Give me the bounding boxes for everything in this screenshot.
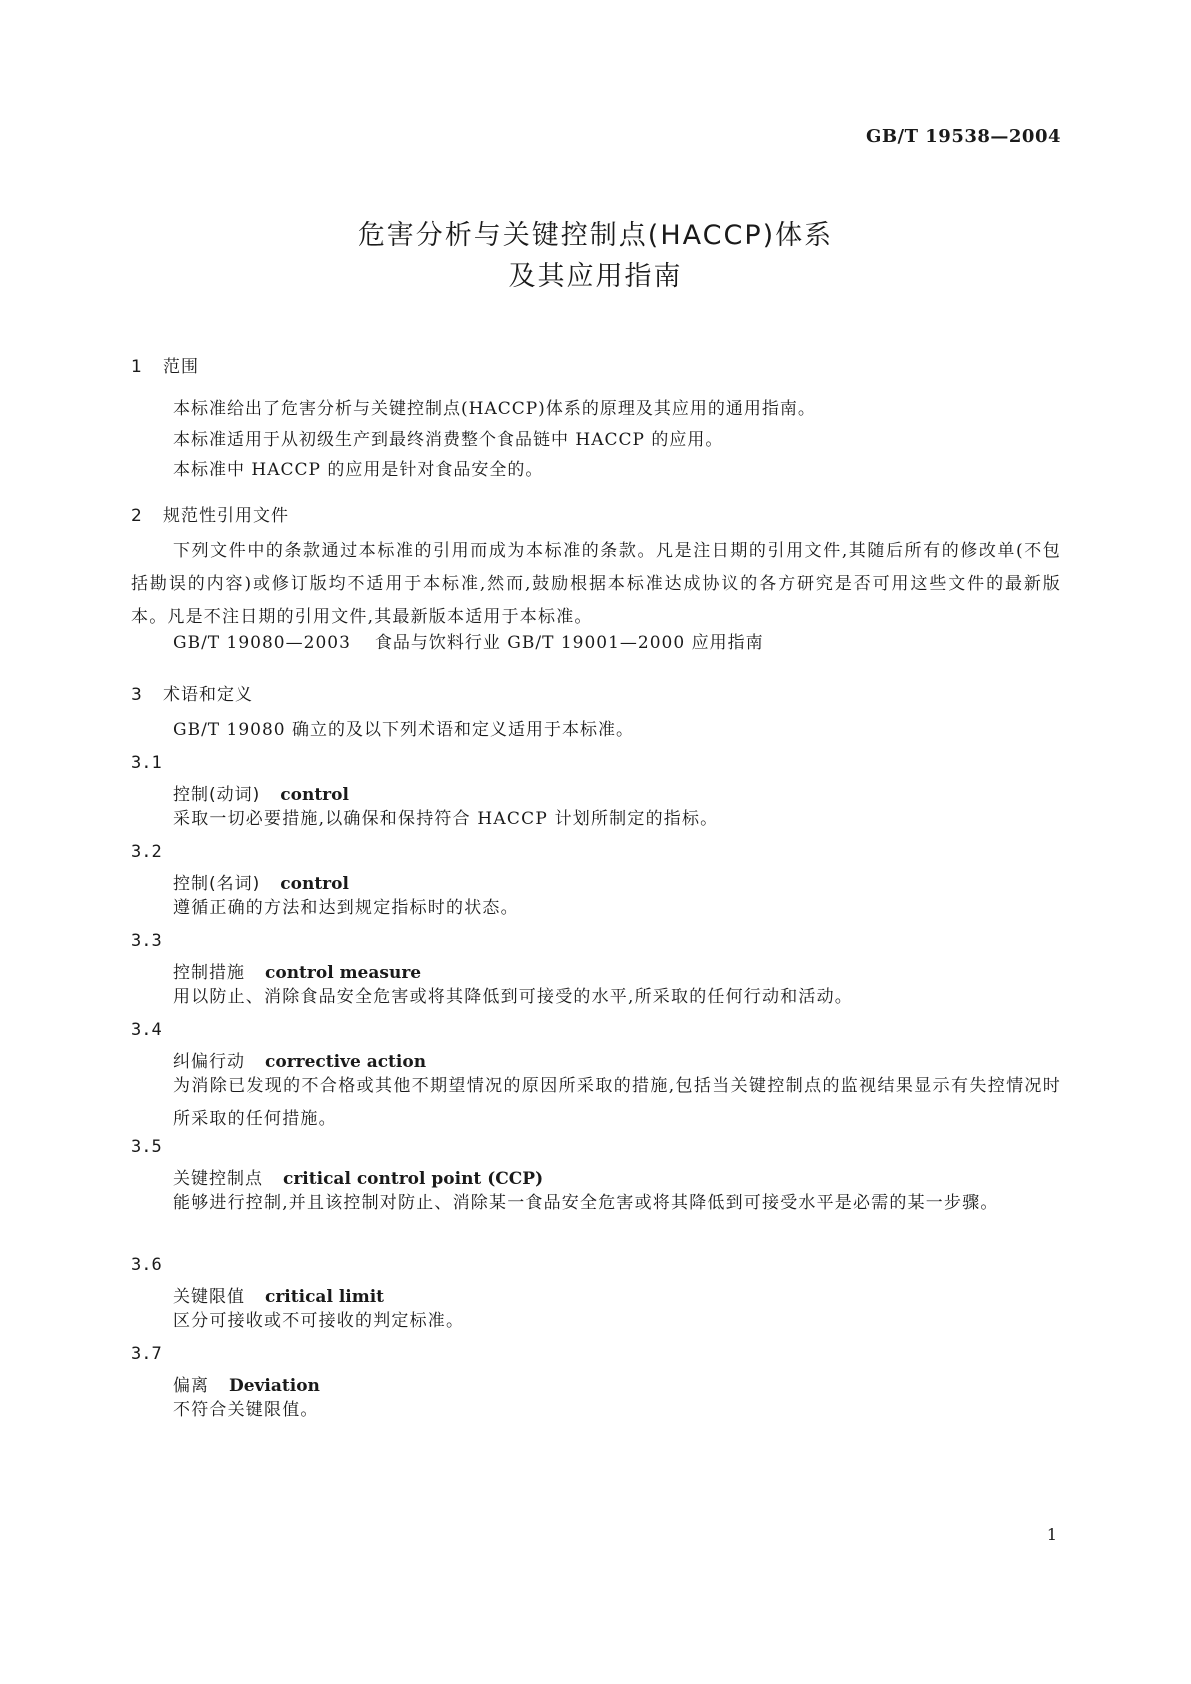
term-zh: 偏离 <box>173 1376 209 1396</box>
section-number: 2 <box>131 506 143 526</box>
term-heading <box>173 1047 426 1072</box>
reference-code: GB/T 19080—2003 <box>173 633 351 653</box>
section-3-heading <box>131 680 253 705</box>
definition: 遵循正确的方法和达到规定指标时的状态。 <box>173 898 519 918</box>
term-zh: 控制措施 <box>173 963 245 983</box>
paragraph: 本标准适用于从初级生产到最终消费整个食品链中 HACCP 的应用。 <box>173 430 724 450</box>
page-number: 1 <box>1046 1525 1057 1544</box>
term-heading <box>173 1371 320 1396</box>
title-line-2: 及其应用指南 <box>508 261 683 292</box>
section-1-heading <box>131 352 199 377</box>
clause-number: 3.2 <box>131 842 162 862</box>
term-zh: 控制(动词) <box>173 785 261 805</box>
section-title: 范围 <box>163 357 199 377</box>
term-en: control <box>280 785 349 805</box>
clause-number: 3.7 <box>131 1344 162 1364</box>
section-title: 规范性引用文件 <box>163 506 289 526</box>
term-zh: 关键限值 <box>173 1287 245 1307</box>
term-en: critical limit <box>265 1287 385 1307</box>
term-heading <box>173 869 349 894</box>
definition: 能够进行控制,并且该控制对防止、消除某一食品安全危害或将其降低到可接受水平是必需的某一步骤。 <box>173 1193 999 1213</box>
paragraph: GB/T 19080 确立的及以下列术语和定义适用于本标准。 <box>173 720 635 740</box>
term-en: control measure <box>265 963 422 983</box>
term-heading <box>173 958 421 983</box>
term-zh: 控制(名词) <box>173 874 261 894</box>
term-heading <box>173 1164 543 1189</box>
title-line-1: 危害分析与关键控制点(HACCP)体系 <box>357 220 834 251</box>
term-zh: 纠偏行动 <box>173 1052 245 1072</box>
definition: 不符合关键限值。 <box>173 1400 319 1420</box>
paragraph: 本标准给出了危害分析与关键控制点(HACCP)体系的原理及其应用的通用指南。 <box>173 399 816 419</box>
clause-number: 3.4 <box>131 1020 162 1040</box>
clause-number: 3.6 <box>131 1255 162 1275</box>
section-number: 1 <box>131 357 143 377</box>
normative-reference <box>173 627 764 660</box>
section-number: 3 <box>131 685 143 705</box>
reference-title: 食品与饮料行业 GB/T 19001—2000 应用指南 <box>374 633 764 653</box>
section-2-heading <box>131 501 289 526</box>
document-number: GB/T 19538—2004 <box>865 126 1061 147</box>
term-heading <box>173 1282 384 1307</box>
clause-number: 3.1 <box>131 753 162 773</box>
term-en: corrective action <box>265 1052 427 1072</box>
term-en: Deviation <box>229 1376 320 1396</box>
term-en: control <box>280 874 349 894</box>
definition: 区分可接收或不可接收的判定标准。 <box>173 1311 465 1331</box>
definition: 用以防止、消除食品安全危害或将其降低到可接受的水平,所采取的任何行动和活动。 <box>173 987 854 1007</box>
term-en: critical control point (CCP) <box>283 1169 544 1189</box>
clause-number: 3.3 <box>131 931 162 951</box>
term-heading <box>173 780 349 805</box>
paragraph: 本标准中 HACCP 的应用是针对食品安全的。 <box>173 460 544 480</box>
clause-number: 3.5 <box>131 1137 162 1157</box>
definition: 采取一切必要措施,以确保和保持符合 HACCP 计划所制定的指标。 <box>173 809 719 829</box>
definition: 为消除已发现的不合格或其他不期望情况的原因所采取的措施,包括当关键控制点的监视结果显示有失控情况时所采取的任何措施。 <box>173 1076 1061 1129</box>
paragraph: 下列文件中的条款通过本标准的引用而成为本标准的条款。凡是注日期的引用文件,其随后所有的修改单(不包括勘误的内容)或修订版均不适用于本标准,然而,鼓励根据本标准达成协议的各方研究是否可用这些文件的最新版本。凡是不注日期的引用文件,其最新版本适用于本标准。 <box>131 541 1061 627</box>
term-zh: 关键控制点 <box>173 1169 263 1189</box>
section-title: 术语和定义 <box>163 685 253 705</box>
